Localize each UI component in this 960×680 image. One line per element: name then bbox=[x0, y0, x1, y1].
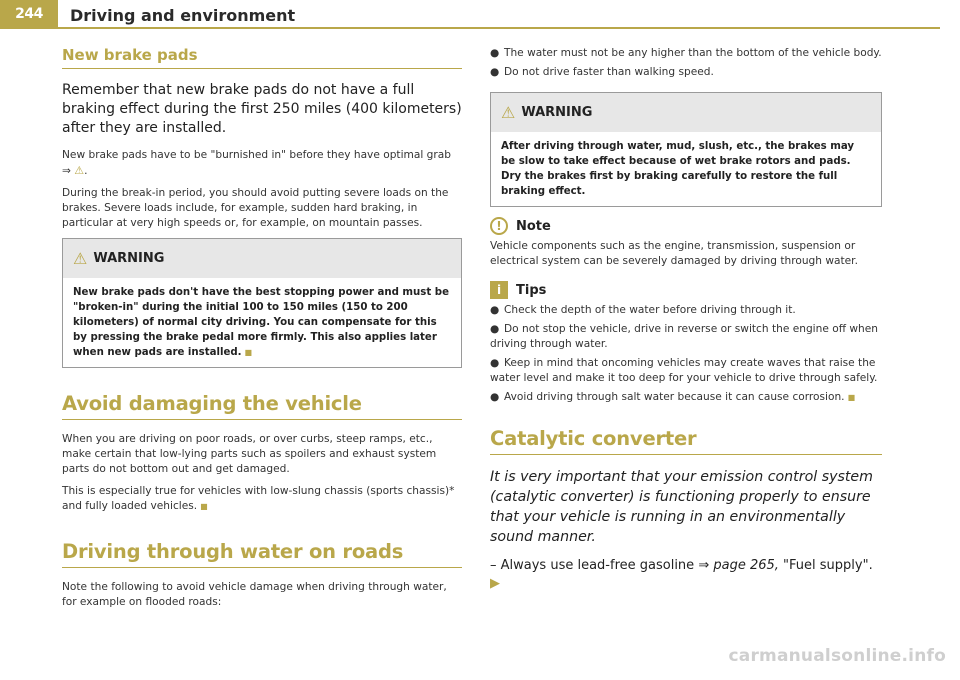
page-number: 244 bbox=[0, 0, 58, 27]
chapter-title: Driving and environment bbox=[70, 6, 296, 25]
bullet-icon: ● bbox=[490, 66, 500, 78]
brake-warning-box bbox=[62, 238, 462, 368]
note-header bbox=[490, 217, 882, 235]
bullet-text: Do not stop the vehicle, drive in reverse or switch the engine off when driving through water. bbox=[490, 323, 878, 350]
section-heading-avoid-damage: Avoid damaging the vehicle bbox=[62, 392, 462, 420]
list-item bbox=[490, 65, 882, 80]
brake-warning-text-container bbox=[63, 278, 461, 367]
brake-lead: Remember that new brake pads do not have a full braking effect during the first 250 miles (400 kilometers) after they are installed. bbox=[62, 82, 462, 136]
exclamation-circle-icon: ! bbox=[490, 217, 508, 235]
brake-warning-header bbox=[63, 239, 461, 278]
list-item bbox=[490, 356, 882, 386]
section-heading-catalytic: Catalytic converter bbox=[490, 427, 882, 455]
end-mark-icon: ■ bbox=[847, 393, 856, 402]
catalytic-instruction bbox=[490, 557, 882, 593]
bullet-text: Check the depth of the water before driving through it. bbox=[504, 304, 796, 316]
catalytic-lead: It is very important that your emission control system (catalytic converter) is functioning properly to ensure that your vehicle is running in an environmentally sound manner. bbox=[490, 469, 873, 545]
brake-paragraph-2: During the break-in period, you should avoid putting severe loads on the brakes. Severe loads include, for example, sudden hard braking, in particular at very high speeds or, for example, on mountain passes. bbox=[62, 187, 449, 229]
bullet-text: Keep in mind that oncoming vehicles may create waves that raise the water level and make it too deep for your vehicle to drive through safely. bbox=[490, 357, 878, 384]
bullet-icon: ● bbox=[490, 47, 500, 59]
end-mark-icon: ■ bbox=[200, 502, 208, 511]
list-item bbox=[490, 46, 882, 61]
list-item bbox=[490, 303, 882, 318]
bullet-icon: ● bbox=[490, 323, 500, 335]
water-warning-title: WARNING bbox=[521, 105, 593, 120]
page-reference-title: "Fuel supply". bbox=[783, 558, 873, 573]
water-paragraph-1: Note the following to avoid vehicle damage when driving through water, for example on flooded roads: bbox=[62, 581, 447, 608]
damage-p2-text: This is especially true for vehicles with low-slung chassis (sports chassis)* and fully loaded vehicles. bbox=[62, 485, 455, 512]
ref-arrow-icon: ⇒ bbox=[62, 165, 71, 177]
warning-triangle-icon: ⚠ bbox=[501, 103, 516, 122]
brake-p1-suffix: . bbox=[84, 165, 88, 177]
bullet-text: Do not drive faster than walking speed. bbox=[504, 66, 714, 78]
section-heading-water: Driving through water on roads bbox=[62, 540, 462, 568]
brake-warning-title: WARNING bbox=[93, 251, 165, 266]
brake-warning-text: New brake pads don't have the best stopping power and must be "broken-in" during the initial 100 to 150 miles (150 to 200 kilometers) of normal city driving. You can compensate for this by pressing the brake pedal more firmly. This also applies later when new pads are installed. bbox=[73, 287, 449, 358]
left-column bbox=[62, 46, 462, 617]
water-warning-box bbox=[490, 92, 882, 207]
bullet-icon: ● bbox=[490, 304, 500, 316]
warning-triangle-icon: ⚠ bbox=[73, 249, 88, 268]
bullet-icon: ● bbox=[490, 357, 500, 369]
brake-p1-text: New brake pads have to be "burnished in" before they have optimal grab bbox=[62, 149, 451, 161]
catalytic-dash-text: – Always use lead-free gasoline bbox=[490, 558, 695, 573]
right-column bbox=[490, 46, 882, 593]
note-text: Vehicle components such as the engine, transmission, suspension or electrical system can be severely damaged by driving through water. bbox=[490, 240, 858, 267]
watermark: carmanualsonline.info bbox=[728, 646, 946, 666]
continue-arrow-icon: ▶ bbox=[490, 576, 500, 591]
damage-paragraph-1: When you are driving on poor roads, or over curbs, steep ramps, etc., make certain that low-lying parts such as spoilers and exhaust system parts do not bottom out and get damaged. bbox=[62, 433, 437, 475]
end-mark-icon: ■ bbox=[244, 348, 253, 357]
info-icon: i bbox=[490, 281, 508, 299]
warning-triangle-icon: ⚠ bbox=[74, 164, 85, 177]
section-heading-brake-pads: New brake pads bbox=[62, 46, 462, 69]
list-item bbox=[490, 390, 882, 405]
bullet-icon: ● bbox=[490, 391, 500, 403]
page-reference-link[interactable]: page 265, bbox=[713, 558, 779, 573]
brake-paragraph-1 bbox=[62, 148, 462, 179]
water-warning-text: After driving through water, mud, slush, etc., the brakes may be slow to take effect because of wet brake rotors and pads. Dry the brakes first by braking carefully to restore the full braking effect. bbox=[501, 141, 855, 197]
bullet-text: Avoid driving through salt water because it can cause corrosion. bbox=[504, 391, 845, 403]
header-divider bbox=[0, 27, 940, 29]
list-item bbox=[490, 322, 882, 352]
ref-arrow-icon: ⇒ bbox=[698, 558, 710, 573]
tips-title: Tips bbox=[516, 282, 547, 298]
bullet-text: The water must not be any higher than the bottom of the vehicle body. bbox=[504, 47, 882, 59]
note-title: Note bbox=[516, 218, 551, 234]
tips-header bbox=[490, 281, 882, 299]
water-warning-header bbox=[491, 93, 881, 132]
damage-paragraph-2 bbox=[62, 484, 462, 514]
